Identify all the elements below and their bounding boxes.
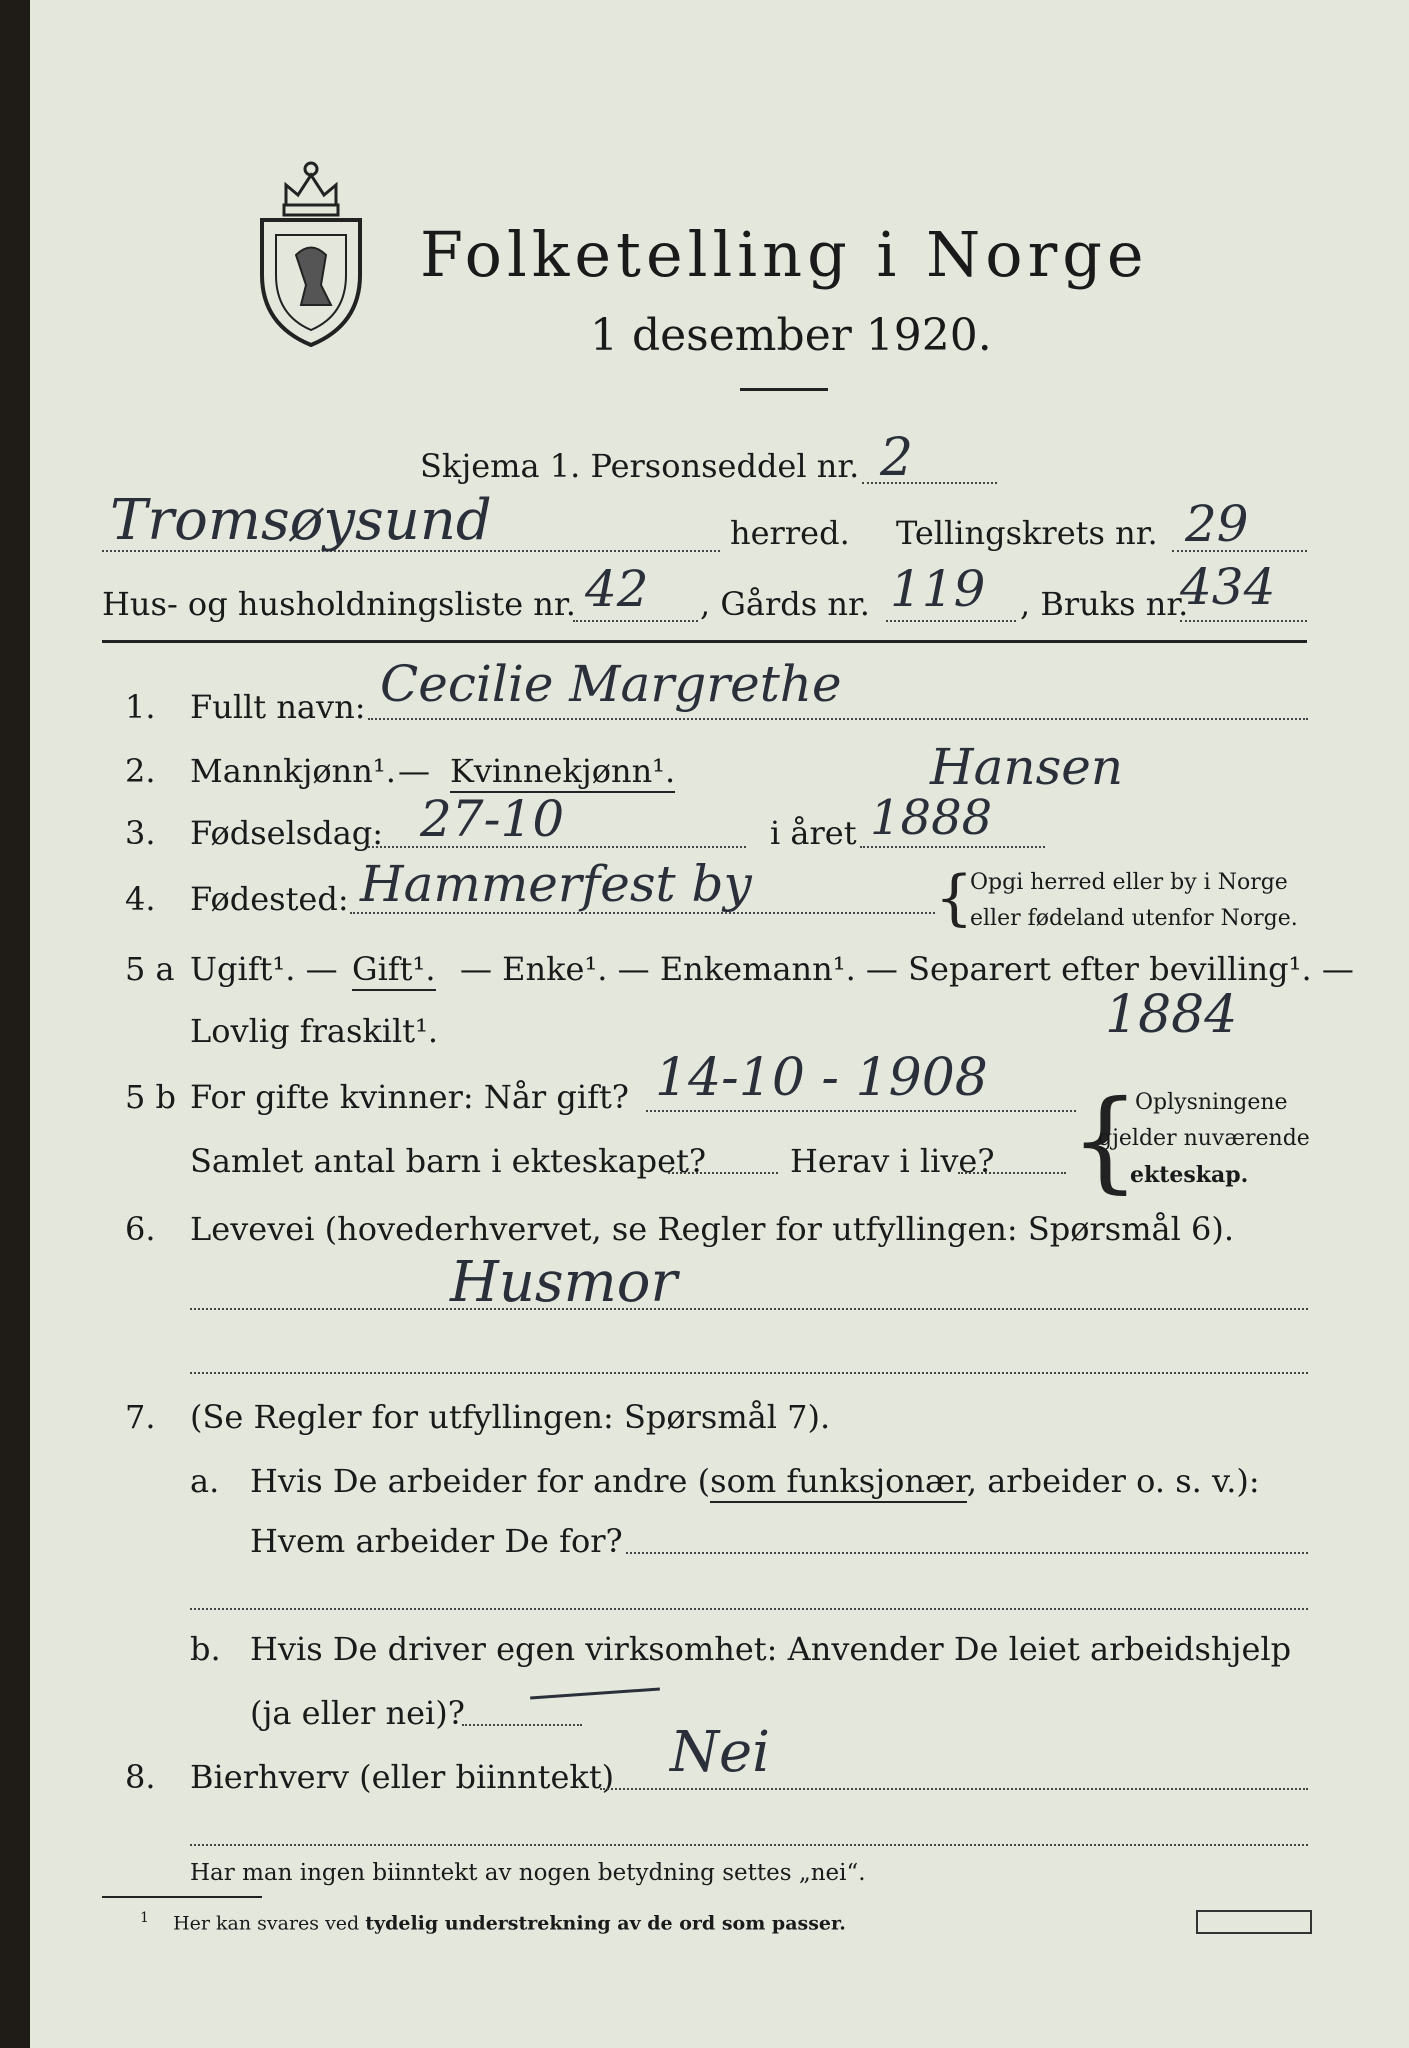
- bruks-line: [1180, 620, 1307, 622]
- q8-line: [600, 1788, 1308, 1790]
- bruks-value: 434: [1180, 558, 1276, 616]
- bruks-label: , Bruks nr.: [1020, 585, 1189, 623]
- q7-number: 7.: [125, 1398, 156, 1436]
- q8-value: Nei: [670, 1720, 771, 1785]
- q4-number: 4.: [125, 880, 156, 918]
- q5b-alive-label: Herav i live?: [790, 1142, 995, 1180]
- schema-label: Skjema 1. Personseddel nr.: [420, 447, 860, 485]
- q3-number: 3.: [125, 814, 156, 852]
- q6-value: Husmor: [450, 1250, 678, 1315]
- q7a-number: a.: [190, 1462, 220, 1500]
- q6-number: 6.: [125, 1210, 156, 1248]
- q6-label: Levevei (hovederhvervet, se Regler for utfyllingen: Spørsmål 6).: [190, 1210, 1235, 1248]
- q1-value-surname: Hansen: [930, 738, 1124, 796]
- q4-label: Fødested:: [190, 880, 349, 918]
- q7a-employer-label: Hvem arbeider De for?: [250, 1522, 623, 1560]
- q7b-number: b.: [190, 1630, 221, 1668]
- q5b-children-line: [668, 1172, 778, 1174]
- form-date: 1 desember 1920.: [590, 310, 992, 361]
- form-title: Folketelling i Norge: [420, 218, 1149, 291]
- title-divider: [740, 388, 828, 391]
- q7a-label-post: , arbeider o. s. v.):: [966, 1462, 1260, 1500]
- section-divider: [102, 640, 1307, 643]
- q3-year-value: 1888: [870, 790, 993, 846]
- footnote: [140, 1910, 846, 1934]
- q1-line: [368, 718, 1308, 720]
- q7a-line-2: [190, 1608, 1308, 1610]
- q8-label: Bierhverv (eller biinntekt): [190, 1758, 615, 1796]
- liste-label: Hus- og husholdningsliste nr.: [102, 585, 576, 623]
- q3-year-label: i året: [770, 814, 857, 852]
- tellingskrets-label: Tellingskrets nr.: [896, 514, 1158, 552]
- q6-line-2: [190, 1372, 1308, 1374]
- q5a-number: 5 a: [125, 950, 175, 988]
- q2-number: 2.: [125, 752, 156, 790]
- gards-value: 119: [890, 560, 986, 618]
- q3-label: Fødselsdag:: [190, 814, 384, 852]
- footnote-text: Her kan svares ved: [173, 1912, 360, 1935]
- q4-brace: {: [935, 863, 974, 933]
- personseddel-value: 2: [880, 428, 914, 488]
- q2-female: Kvinnekjønn¹.: [450, 752, 675, 793]
- q2-separator: —: [398, 752, 430, 790]
- q5b-alive-line: [958, 1172, 1066, 1174]
- tellingskrets-value: 29: [1185, 495, 1249, 553]
- footnote-bold: tydelig understrekning av de ord som passer.: [365, 1912, 846, 1935]
- q5b-note-value: 1884: [1105, 985, 1238, 1045]
- q4-note-line2: eller fødeland utenfor Norge.: [970, 906, 1298, 931]
- q1-label: Fullt navn:: [190, 688, 366, 726]
- q5b-label: For gifte kvinner: Når gift?: [190, 1078, 629, 1116]
- q5a-other-options: — Enke¹. — Enkemann¹. — Separert efter bevilling¹. —: [460, 950, 1354, 988]
- norway-coat-of-arms-icon: [256, 155, 366, 350]
- q5b-note-line2: gjelder nuværende: [1098, 1126, 1310, 1151]
- liste-value: 42: [585, 560, 649, 618]
- gards-label: , Gårds nr.: [700, 585, 870, 623]
- q5b-value: 14-10 - 1908: [655, 1048, 988, 1108]
- q6-line-1: [190, 1308, 1308, 1310]
- q3-year-line: [860, 846, 1045, 848]
- footer-note: Har man ingen biinntekt av nogen betydning settes „nei“.: [190, 1860, 866, 1886]
- q4-note-line1: Opgi herred eller by i Norge: [970, 870, 1288, 895]
- census-form-page: [30, 0, 1409, 2048]
- q5b-number: 5 b: [125, 1078, 177, 1116]
- q5b-note-line3: ekteskap.: [1130, 1162, 1249, 1188]
- gards-line: [886, 620, 1016, 622]
- q7a-label: [250, 1462, 1260, 1500]
- liste-line: [573, 620, 698, 622]
- q7b-line: [462, 1724, 582, 1726]
- q1-number: 1.: [125, 688, 156, 726]
- footnote-number: 1: [140, 1910, 149, 1926]
- q7a-employer-line: [626, 1552, 1308, 1554]
- footer-divider: [102, 1896, 262, 1898]
- q5a-divorced: Lovlig fraskilt¹.: [190, 1012, 439, 1050]
- q7a-label-underlined: som funksjonær: [710, 1462, 967, 1503]
- q8-line-2: [190, 1844, 1308, 1846]
- printer-stamp: [1196, 1910, 1312, 1934]
- q5b-note-line1: Oplysningene: [1135, 1090, 1288, 1115]
- herred-value: Tromsøysund: [110, 488, 492, 553]
- q4-value: Hammerfest by: [360, 855, 752, 913]
- q7b-label: Hvis De driver egen virksomhet: Anvender De leiet arbeidshjelp: [250, 1630, 1292, 1668]
- q2-male: Mannkjønn¹.: [190, 752, 396, 790]
- q7-label: (Se Regler for utfyllingen: Spørsmål 7).: [190, 1398, 831, 1436]
- q3-day-value: 27-10: [420, 790, 565, 848]
- q5b-line: [646, 1110, 1076, 1112]
- herred-label: herred.: [730, 514, 850, 552]
- q5a-married: Gift¹.: [352, 950, 436, 991]
- q5b-children-label: Samlet antal barn i ekteskapet?: [190, 1142, 707, 1180]
- q7b-dash-mark: [530, 1687, 660, 1699]
- q7b-label2: (ja eller nei)?: [250, 1694, 465, 1732]
- q8-number: 8.: [125, 1758, 156, 1796]
- q7a-label-pre: Hvis De arbeider for andre (: [250, 1462, 711, 1500]
- q5b-brace: {: [1070, 1076, 1140, 1204]
- q1-value: Cecilie Margrethe: [380, 655, 842, 713]
- q5a-unmarried: Ugift¹. —: [190, 950, 338, 988]
